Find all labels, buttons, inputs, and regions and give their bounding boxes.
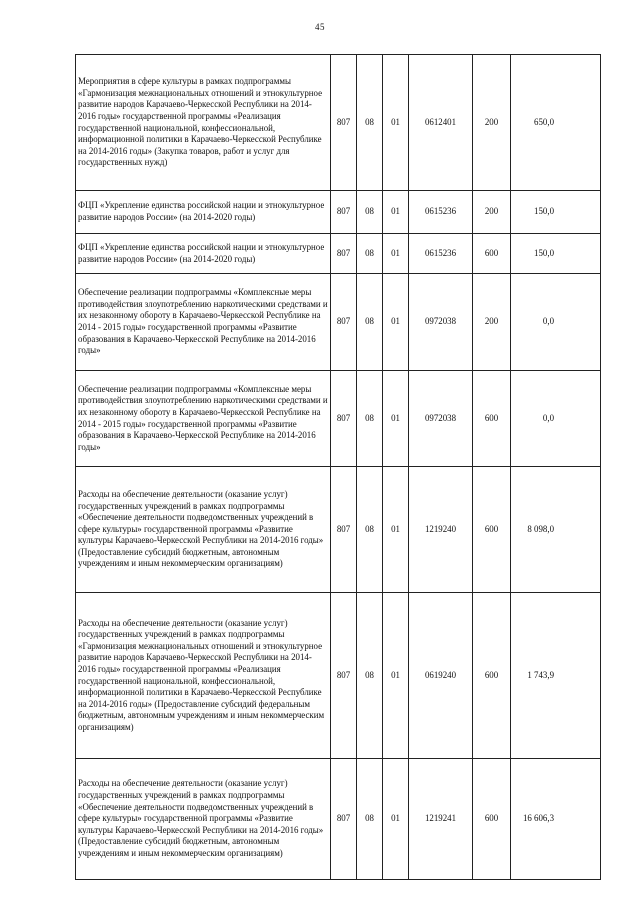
table-row <box>76 759 601 880</box>
table-row <box>76 467 601 593</box>
grbs-code: 807 <box>331 274 357 371</box>
subsection-code: 01 <box>383 371 409 467</box>
expense-type-code: 600 <box>473 759 511 880</box>
expense-type-code: 200 <box>473 274 511 371</box>
row-description: Обеспечение реализации подпрограммы «Комплексные меры противодействия злоупотреблению наркотическими средствами и их незаконному обороту в Карачаево-Черкесской Республике на 2014 - 2015 годы» государственной программы «Развитие образования в Карачаево-Черкесской Республике на 2014-2016 годы» <box>76 274 331 371</box>
expense-type-code: 600 <box>473 593 511 759</box>
row-description: Расходы на обеспечение деятельности (оказание услуг) государственных учреждений в рамках подпрограммы «Гармонизация межнациональных отношений и этнокультурное развитие народов Карачаево-Черкесской Республики на 2014-2016 годы» государственной программы «Реализация государственной национальной, конфессиональной, информационной политики в Карачаево-Черкесской Республике на 2014-2016 годы» (Предоставление субсидий федеральным бюджетным, автономным учреждениям и иным некоммерческим организациям) <box>76 593 331 759</box>
budget-table <box>75 54 601 880</box>
section-code: 08 <box>357 55 383 191</box>
grbs-code: 807 <box>331 593 357 759</box>
grbs-code: 807 <box>331 371 357 467</box>
amount: 0,0 <box>511 274 601 371</box>
amount: 16 606,3 <box>511 759 601 880</box>
table-row <box>76 371 601 467</box>
section-code: 08 <box>357 759 383 880</box>
expense-type-code: 200 <box>473 55 511 191</box>
grbs-code: 807 <box>331 234 357 274</box>
subsection-code: 01 <box>383 593 409 759</box>
target-article-code: 0615236 <box>409 191 473 234</box>
table-row <box>76 55 601 191</box>
target-article-code: 0619240 <box>409 593 473 759</box>
row-description: Расходы на обеспечение деятельности (оказание услуг) государственных учреждений в рамках подпрограммы «Обеспечение деятельности подведомственных учреждений в сфере культуры» государственной программы «Развитие культуры Карачаево-Черкесской Республики на 2014-2016 годы» (Предоставление субсидий бюджетным, автономным учреждениям и иным некоммерческим организациям) <box>76 759 331 880</box>
section-code: 08 <box>357 467 383 593</box>
target-article-code: 0612401 <box>409 55 473 191</box>
table-row <box>76 274 601 371</box>
row-description: Обеспечение реализации подпрограммы «Комплексные меры противодействия злоупотреблению наркотическими средствами и их незаконному обороту в Карачаево-Черкесской Республике на 2014 - 2015 годы» государственной программы «Развитие образования в Карачаево-Черкесской Республике на 2014-2016 годы» <box>76 371 331 467</box>
grbs-code: 807 <box>331 191 357 234</box>
subsection-code: 01 <box>383 234 409 274</box>
amount: 1 743,9 <box>511 593 601 759</box>
expense-type-code: 600 <box>473 467 511 593</box>
amount: 8 098,0 <box>511 467 601 593</box>
subsection-code: 01 <box>383 55 409 191</box>
grbs-code: 807 <box>331 759 357 880</box>
subsection-code: 01 <box>383 467 409 593</box>
page-number: 45 <box>315 22 325 32</box>
section-code: 08 <box>357 234 383 274</box>
table-row <box>76 593 601 759</box>
amount: 150,0 <box>511 234 601 274</box>
row-description: Расходы на обеспечение деятельности (оказание услуг) государственных учреждений в рамках подпрограммы «Обеспечение деятельности подведомственных учреждений в сфере культуры» государственной программы «Развитие культуры Карачаево-Черкесской Республики на 2014-2016 годы» (Предоставление субсидий бюджетным, автономным учреждениям и иным некоммерческим организациям) <box>76 467 331 593</box>
expense-type-code: 600 <box>473 234 511 274</box>
row-description: ФЦП «Укрепление единства российской нации и этнокультурное развитие народов России» (на 2014-2020 годы) <box>76 234 331 274</box>
target-article-code: 1219241 <box>409 759 473 880</box>
section-code: 08 <box>357 371 383 467</box>
expense-type-code: 200 <box>473 191 511 234</box>
grbs-code: 807 <box>331 467 357 593</box>
section-code: 08 <box>357 191 383 234</box>
target-article-code: 0972038 <box>409 274 473 371</box>
amount: 650,0 <box>511 55 601 191</box>
table-row <box>76 234 601 274</box>
subsection-code: 01 <box>383 191 409 234</box>
expense-type-code: 600 <box>473 371 511 467</box>
target-article-code: 0972038 <box>409 371 473 467</box>
amount: 0,0 <box>511 371 601 467</box>
row-description: ФЦП «Укрепление единства российской нации и этнокультурное развитие народов России» (на 2014-2020 годы) <box>76 191 331 234</box>
amount: 150,0 <box>511 191 601 234</box>
section-code: 08 <box>357 274 383 371</box>
target-article-code: 1219240 <box>409 467 473 593</box>
row-description: Мероприятия в сфере культуры в рамках подпрограммы «Гармонизация межнациональных отношений и этнокультурное развитие народов Карачаево-Черкесской Республики на 2014-2016 годы» государственной программы «Реализация государственной национальной, конфессиональной, информационной политики в Карачаево-Черкесской Республике на 2014-2016 годы» (Закупка товаров, работ и услуг для государственных нужд) <box>76 55 331 191</box>
subsection-code: 01 <box>383 274 409 371</box>
table-row <box>76 191 601 234</box>
section-code: 08 <box>357 593 383 759</box>
grbs-code: 807 <box>331 55 357 191</box>
subsection-code: 01 <box>383 759 409 880</box>
target-article-code: 0615236 <box>409 234 473 274</box>
